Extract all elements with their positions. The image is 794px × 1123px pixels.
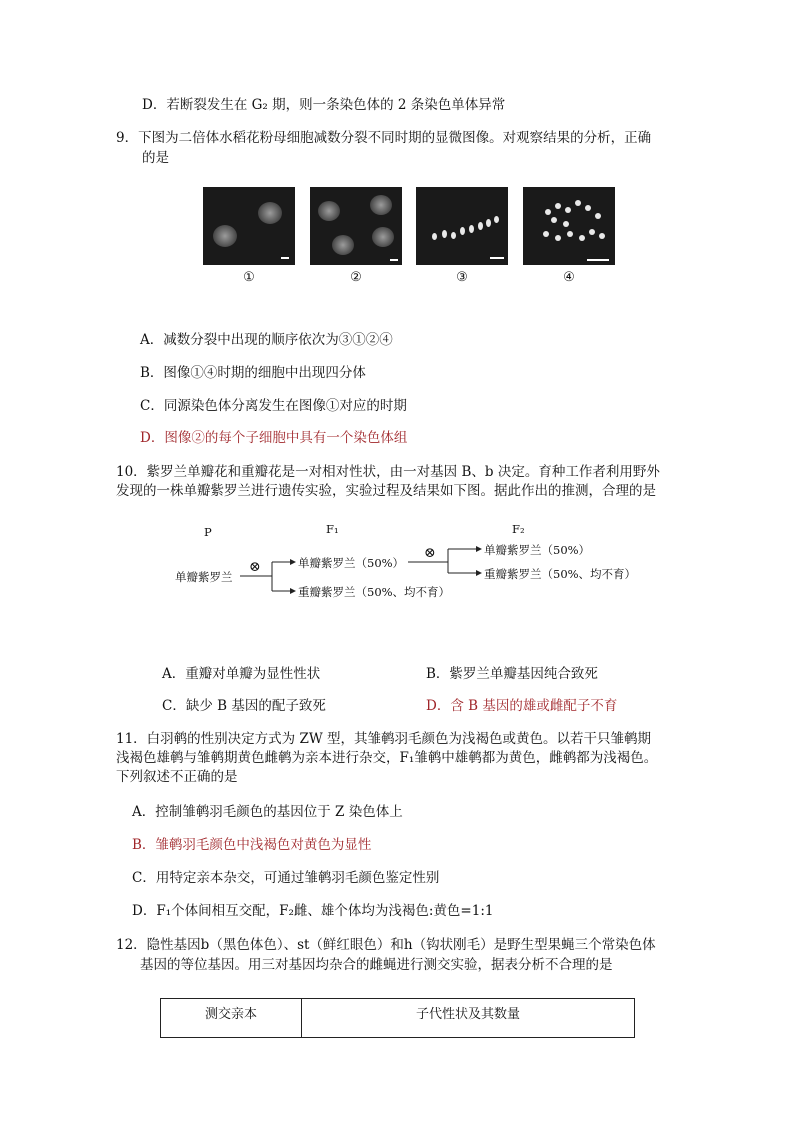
q11-option-a: A．控制雏鹌羽毛颜色的基因位于 Z 染色体上 <box>132 804 403 820</box>
self-cross-symbol-2: ⊗ <box>424 545 436 561</box>
q11-option-c: C．用特定亲本杂交，可通过雏鹌羽毛颜色鉴定性别 <box>132 870 440 886</box>
q11-stem-line1: 11．白羽鹌的性别决定方式为 ZW 型，其雏鹌羽毛颜色为浅褐色或黄色。以若干只雏鹌期 <box>116 731 652 747</box>
q11-stem-line3: 下列叙述不正确的是 <box>116 769 238 785</box>
q11-stem-line2: 浅褐色雄鹌与雏鹌期黄色雌鹌为亲本进行杂交，F₁雏鹌中雄鹌都为黄色，雌鹌都为浅褐色。 <box>116 750 658 766</box>
q10-option-d-answer: D．含 B 基因的雄或雌配子不育 <box>426 698 618 714</box>
q12-stem-line1: 12．隐性基因b（黑色体色）、st（鲜红眼色）和h（钩状刚毛）是野生型果蝇三个常染色体 <box>116 937 656 953</box>
f2-single-petal: 单瓣紫罗兰（50%） <box>484 543 591 557</box>
label-f2: F₂ <box>512 522 525 536</box>
table-header-row <box>161 999 635 1038</box>
parent-single-petal: 单瓣紫罗兰 <box>175 570 233 584</box>
q9-option-c: C．同源染色体分离发生在图像①对应的时期 <box>140 398 407 414</box>
caption-4: ④ <box>563 270 575 285</box>
q11-option-d: D．F₁个体间相互交配，F₂雌、雄个体均为浅褐色:黄色=1:1 <box>132 903 494 919</box>
q9-option-d-answer: D．图像②的每个子细胞中具有一个染色体组 <box>140 430 408 446</box>
q11-option-b-answer: B．雏鹌羽毛颜色中浅褐色对黄色为显性 <box>132 837 372 853</box>
q9-option-b: B．图像①④时期的细胞中出现四分体 <box>140 365 366 381</box>
f2-double-petal: 重瓣紫罗兰（50%、均不育） <box>484 567 637 581</box>
testcross-table <box>160 998 635 1038</box>
q8-option-d: D．若断裂发生在 G₂ 期，则一条染色体的 2 条染色单体异常 <box>142 97 506 113</box>
q10-stem-line2: 发现的一株单瓣紫罗兰进行遗传实验，实验过程及结果如下图。据此作出的推测，合理的是 <box>116 483 656 499</box>
caption-1: ① <box>243 270 255 285</box>
q10-option-c: C．缺少 B 基因的配子致死 <box>162 698 326 714</box>
header-offspring-traits: 子代性状及其数量 <box>302 999 635 1038</box>
q10-option-b: B．紫罗兰单瓣基因纯合致死 <box>426 666 598 682</box>
caption-3: ③ <box>456 270 468 285</box>
header-testcross-parent: 测交亲本 <box>161 999 302 1038</box>
self-cross-symbol-1: ⊗ <box>249 559 261 575</box>
q9-stem-line2: 的是 <box>142 150 169 166</box>
label-f1: F₁ <box>326 522 339 536</box>
caption-2: ② <box>350 270 362 285</box>
q10-stem-line1: 10．紫罗兰单瓣花和重瓣花是一对相对性状，由一对基因 B、b 决定。育种工作者利用野外 <box>116 464 660 480</box>
q9-option-a: A．减数分裂中出现的顺序依次为③①②④ <box>140 332 393 348</box>
q9-stem-line1: 9．下图为二倍体水稻花粉母细胞减数分裂不同时期的显微图像。对观察结果的分析，正确 <box>116 130 652 146</box>
q10-option-a: A．重瓣对单瓣为显性性状 <box>162 666 321 682</box>
f1-single-petal: 单瓣紫罗兰（50%） <box>298 556 405 570</box>
q12-stem-line2: 基因的等位基因。用三对基因均杂合的雌蝇进行测交实验，据表分析不合理的是 <box>140 957 613 973</box>
f1-double-petal: 重瓣紫罗兰（50%、均不育） <box>298 585 451 599</box>
label-p: P <box>204 525 212 539</box>
